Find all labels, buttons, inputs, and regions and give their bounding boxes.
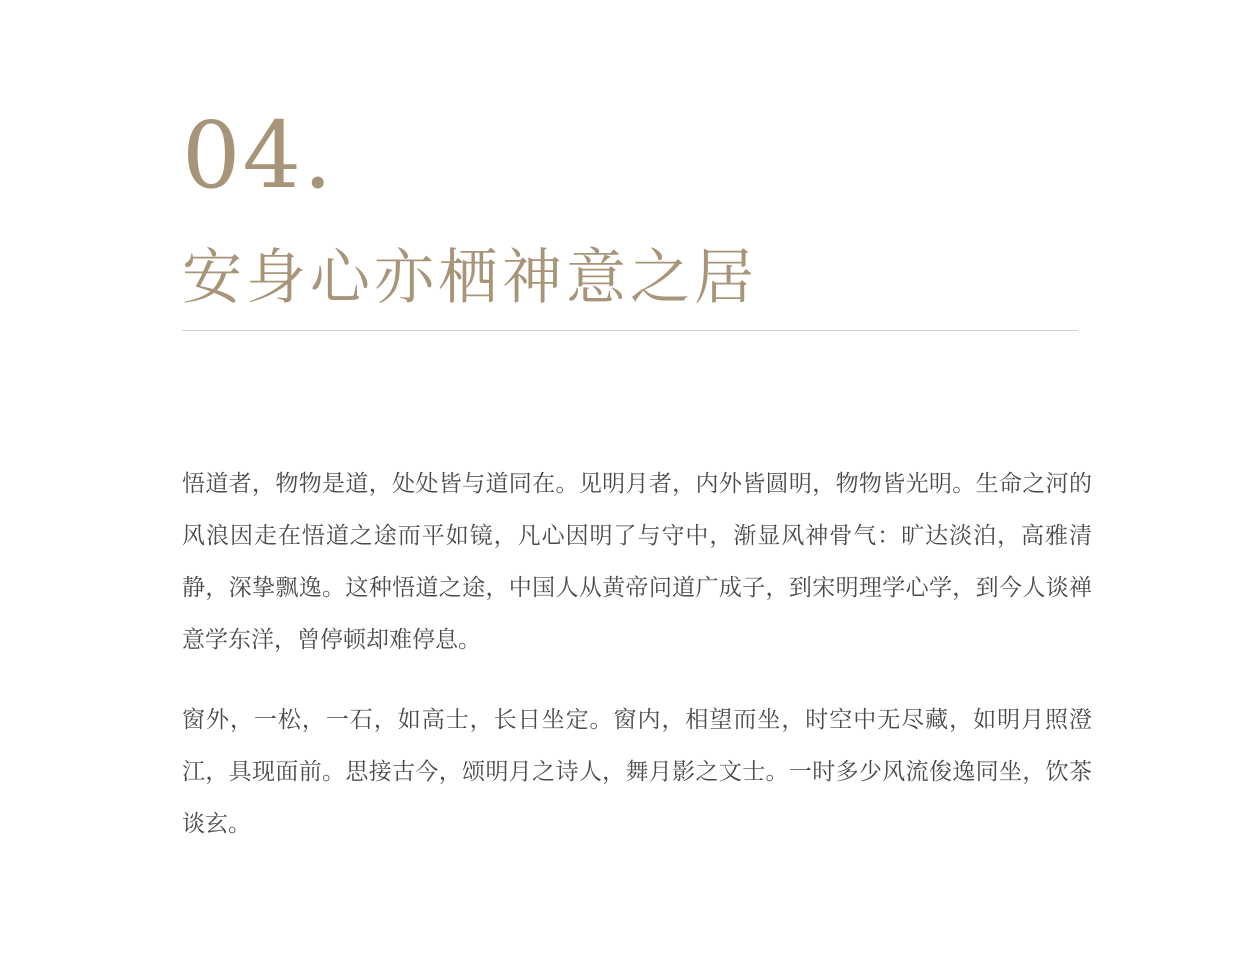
body-paragraph-2: 窗外，一松，一石，如高士，长日坐定。窗内，相望而坐，时空中无尽藏，如明月照澄江，具现面前。思接古今，颂明月之诗人，舞月影之文士。一时多少风流俊逸同坐，饮茶谈玄。 <box>182 707 1092 837</box>
body-paragraph-1: 悟道者，物物是道，处处皆与道同在。见明月者，内外皆圆明，物物皆光明。生命之河的风浪因走在悟道之途而平如镜，凡心因明了与守中，渐显风神骨气：旷达淡泊，高雅清静，深挚飘逸。这种悟道之途，中国人从黄帝问道广成子，到宋明理学心学，到今人谈禅意学东洋，曾停顿却难停息。 <box>182 471 1092 653</box>
title-divider <box>182 330 1078 331</box>
section-title: 安身心亦栖神意之居 <box>182 243 758 313</box>
section-number: 04. <box>182 102 335 209</box>
